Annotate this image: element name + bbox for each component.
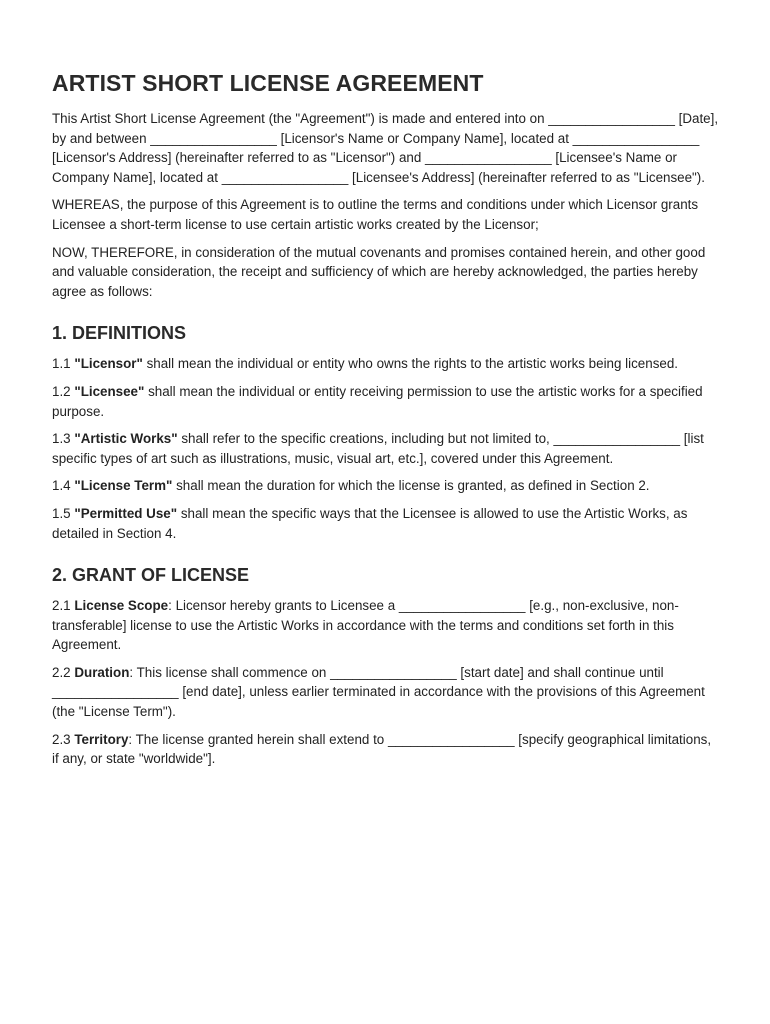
document-title: ARTIST SHORT LICENSE AGREEMENT (52, 70, 484, 96)
clause-text: : The license granted herein shall extend to _________________ [specify geographical limitations, if any, or state "worldwide"]. (52, 731, 712, 767)
clause-number: 2.2 (52, 664, 75, 680)
definition-clause (52, 429, 720, 468)
intro-paragraph: This Artist Short License Agreement (the "Agreement") is made and entered into on _________________ [Date], by and between _________________ [Licensor's Name or Company Name], located at _________________ [Licensor's Address] (hereinafter referred to as "Licensor") and _________________ [Licensee's Name or Company Name], located at _________________ [Licensee's Address] (hereinafter referred to as "Licensee"). (52, 111, 719, 185)
now-therefore-paragraph: NOW, THEREFORE, in consideration of the mutual covenants and promises contained herein, and other good and valuable consideration, the receipt and sufficiency of which are hereby acknowledged, the parties hereby agree as follows: (52, 244, 706, 299)
clause-text: shall refer to the specific creations, including but not limited to, _________________ [list specific types of art such as illustrations, music, visual art, etc.], covered under this Agreement. (52, 431, 704, 466)
definitions-heading: 1. DEFINITIONS (52, 323, 187, 344)
grant-clause (52, 730, 720, 769)
definition-clause (52, 382, 720, 421)
clause-text: : Licensor hereby grants to Licensee a _________________ [e.g., non-exclusive, non-transferable] license to use the Artistic Works in accordance with the terms and conditions set forth in this Agreement. (52, 598, 679, 653)
clause-text: shall mean the duration for which the license is granted, as defined in Section 2. (172, 478, 650, 494)
clause-term: Duration (74, 664, 130, 680)
clause-term: "Licensee" (74, 383, 145, 399)
definition-clause (52, 476, 720, 496)
definitions-section (52, 323, 720, 543)
definition-clause (52, 504, 720, 543)
grant-clause (52, 596, 720, 655)
grant-clause (52, 663, 720, 722)
clause-number: 1.5 (52, 505, 75, 521)
clause-term: "Licensor" (74, 356, 143, 372)
grant-section (52, 565, 720, 769)
clause-number: 2.3 (52, 731, 75, 747)
clause-text: shall mean the individual or entity who owns the rights to the artistic works being licensed. (142, 356, 679, 372)
clause-text: : This license shall commence on _________________ [start date] and shall continue until _________________ [end date], unless earlier terminated in accordance with the provisions of this Agreement (the "License Term"). (52, 664, 705, 720)
whereas-paragraph: WHEREAS, the purpose of this Agreement is to outline the terms and conditions under which Licensor grants Licensee a short-term license to use certain artistic works created by the Licensor; (52, 197, 699, 232)
clause-number: 1.3 (52, 431, 75, 447)
clause-term: "License Term" (74, 478, 173, 494)
clause-number: 2.1 (52, 598, 75, 614)
clause-term: Territory (74, 731, 129, 747)
definition-clause (52, 354, 720, 374)
clause-text: shall mean the specific ways that the Licensee is allowed to use the Artistic Works, as detailed in Section 4. (52, 505, 688, 541)
clause-text: shall mean the individual or entity receiving permission to use the artistic works for a specified purpose. (52, 383, 703, 419)
clause-number: 1.2 (52, 383, 75, 399)
clause-number: 1.4 (52, 478, 75, 494)
clause-term: "Permitted Use" (74, 505, 178, 521)
grant-heading: 2. GRANT OF LICENSE (52, 565, 250, 586)
clause-term: "Artistic Works" (74, 431, 178, 447)
clause-term: License Scope (74, 598, 169, 614)
clause-number: 1.1 (52, 356, 75, 372)
